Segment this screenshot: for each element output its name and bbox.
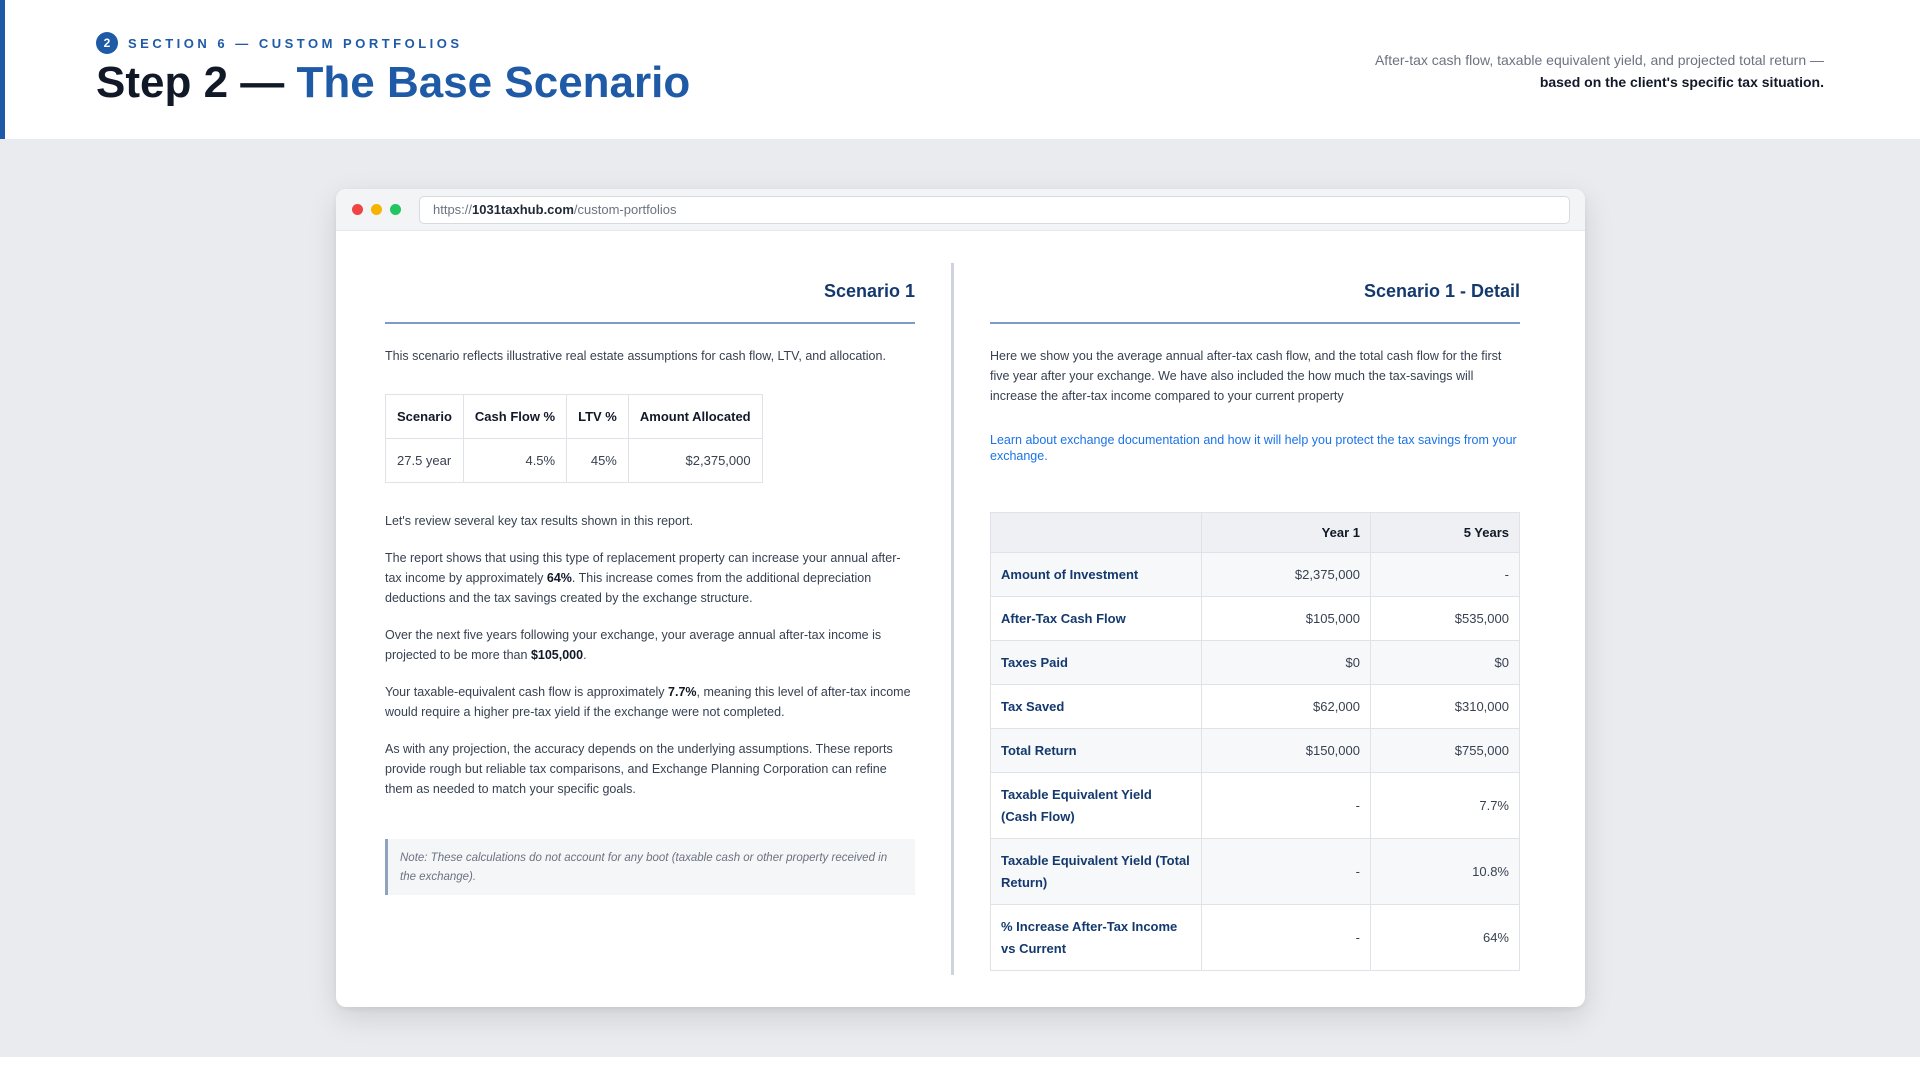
url-scheme: https:// [433, 202, 473, 217]
browser-toolbar [336, 189, 1585, 231]
section-eyebrow [96, 32, 463, 54]
table-row [991, 729, 1520, 773]
column-header: Amount Allocated [628, 395, 762, 439]
table-cell: 64% [1371, 905, 1520, 971]
table-cell: $0 [1371, 641, 1520, 685]
table-row [991, 905, 1520, 971]
accuracy-paragraph: As with any projection, the accuracy depends on the underlying assumptions. These reports provide rough but reliable tax comparisons, and Exchange Planning Corporation can refine them as needed to match your specific goals. [385, 742, 893, 796]
row-label: Taxes Paid [991, 641, 1202, 685]
page-header [0, 0, 1920, 139]
highlight-value: 64% [546, 571, 572, 585]
highlight-value: $105,000 [530, 648, 584, 662]
row-label: Taxable Equivalent Yield (Cash Flow) [991, 773, 1202, 839]
close-window-icon[interactable] [352, 204, 363, 215]
table-row [991, 641, 1520, 685]
footer-band [0, 1057, 1920, 1080]
review-paragraph: Let's review several key tax results shown in this report. [385, 514, 694, 528]
subtitle-line-1: After-tax cash flow, taxable equivalent yield, and projected total return — [1374, 52, 1824, 68]
table-row [386, 439, 763, 483]
column-divider [951, 263, 954, 975]
minimize-window-icon[interactable] [371, 204, 382, 215]
subtitle-line-2: based on the client's specific tax situation. [1539, 74, 1824, 90]
table-cell: $310,000 [1371, 685, 1520, 729]
header-accent-bar [0, 0, 5, 139]
page-title [96, 58, 690, 108]
column-header-blank [991, 513, 1202, 553]
row-label: Taxable Equivalent Yield (Total Return) [991, 839, 1202, 905]
row-label: % Increase After-Tax Income vs Current [991, 905, 1202, 971]
detail-intro: Here we show you the average annual after-tax cash flow, and the total cash flow for the first five year after your exchange. We have also included the how much the tax-savings will increase the after-tax income compared to your current property [990, 349, 1502, 403]
column-header: Scenario [386, 395, 464, 439]
scenario-table [385, 394, 763, 483]
scenario-title: Scenario 1 [385, 281, 915, 324]
paragraph-text: , meaning this level of after-tax income would require a higher pre-tax yield if the exchange were not completed. [385, 685, 911, 719]
page-title-accent: The Base Scenario [296, 58, 691, 107]
page-content [336, 231, 1585, 1007]
table-cell: 45% [567, 439, 629, 483]
scenario-panel [385, 281, 915, 895]
table-row [991, 597, 1520, 641]
section-label: SECTION 6 — CUSTOM PORTFOLIOS [128, 35, 463, 51]
scenario-intro: This scenario reflects illustrative real estate assumptions for cash flow, LTV, and allocation. [385, 349, 886, 363]
detail-table [990, 512, 1520, 971]
exchange-documentation-link[interactable]: Learn about exchange documentation and how it will help you protect the tax savings from your exchange. [990, 433, 1517, 463]
table-cell: - [1202, 773, 1371, 839]
url-domain: 1031taxhub.com [472, 202, 574, 217]
highlight-value: 7.7% [668, 685, 697, 699]
paragraph-text: The report shows that using this type of replacement property can increase your annual after-tax income by approximately [385, 551, 901, 585]
table-cell: 27.5 year [386, 439, 464, 483]
table-cell: 10.8% [1371, 839, 1520, 905]
column-header: 5 Years [1371, 513, 1520, 553]
table-header-row [386, 395, 763, 439]
url-path: /custom-portfolios [573, 202, 677, 217]
table-cell: - [1371, 553, 1520, 597]
table-cell: 4.5% [463, 439, 566, 483]
increase-paragraph [385, 548, 915, 608]
row-label: Tax Saved [991, 685, 1202, 729]
paragraph-text: . This increase comes from the additional depreciation deductions and the tax savings created by the exchange structure. [385, 571, 872, 605]
row-label: Amount of Investment [991, 553, 1202, 597]
income-paragraph [385, 625, 915, 665]
detail-title: Scenario 1 - Detail [990, 281, 1520, 324]
table-cell: $2,375,000 [1202, 553, 1371, 597]
section-number-badge: 2 [96, 32, 118, 54]
table-row [991, 553, 1520, 597]
table-cell: $755,000 [1371, 729, 1520, 773]
row-label: After-Tax Cash Flow [991, 597, 1202, 641]
table-cell: - [1202, 905, 1371, 971]
table-cell: $535,000 [1371, 597, 1520, 641]
page-subtitle [1375, 49, 1824, 93]
boot-note: Note: These calculations do not account for any boot (taxable cash or other property received in the exchange). [385, 839, 915, 895]
table-cell: $0 [1202, 641, 1371, 685]
yield-paragraph [385, 682, 915, 722]
paragraph-text: Over the next five years following your exchange, your average annual after-tax income is projected to be more than [385, 628, 882, 662]
detail-panel [990, 281, 1520, 971]
table-cell: 7.7% [1371, 773, 1520, 839]
table-cell: $150,000 [1202, 729, 1371, 773]
maximize-window-icon[interactable] [390, 204, 401, 215]
table-cell: $2,375,000 [628, 439, 762, 483]
browser-window [336, 189, 1585, 1007]
table-cell: $62,000 [1202, 685, 1371, 729]
table-row [991, 773, 1520, 839]
table-row [991, 685, 1520, 729]
table-header-row [991, 513, 1520, 553]
row-label: Total Return [991, 729, 1202, 773]
paragraph-text: . [583, 648, 587, 662]
table-cell: - [1202, 839, 1371, 905]
column-header: Cash Flow % [463, 395, 566, 439]
paragraph-text: Your taxable-equivalent cash flow is approximately [385, 685, 669, 699]
address-bar[interactable] [419, 196, 1570, 224]
table-cell: $105,000 [1202, 597, 1371, 641]
column-header: Year 1 [1202, 513, 1371, 553]
column-header: LTV % [567, 395, 629, 439]
table-row [991, 839, 1520, 905]
page-title-prefix: Step 2 — [96, 58, 285, 107]
